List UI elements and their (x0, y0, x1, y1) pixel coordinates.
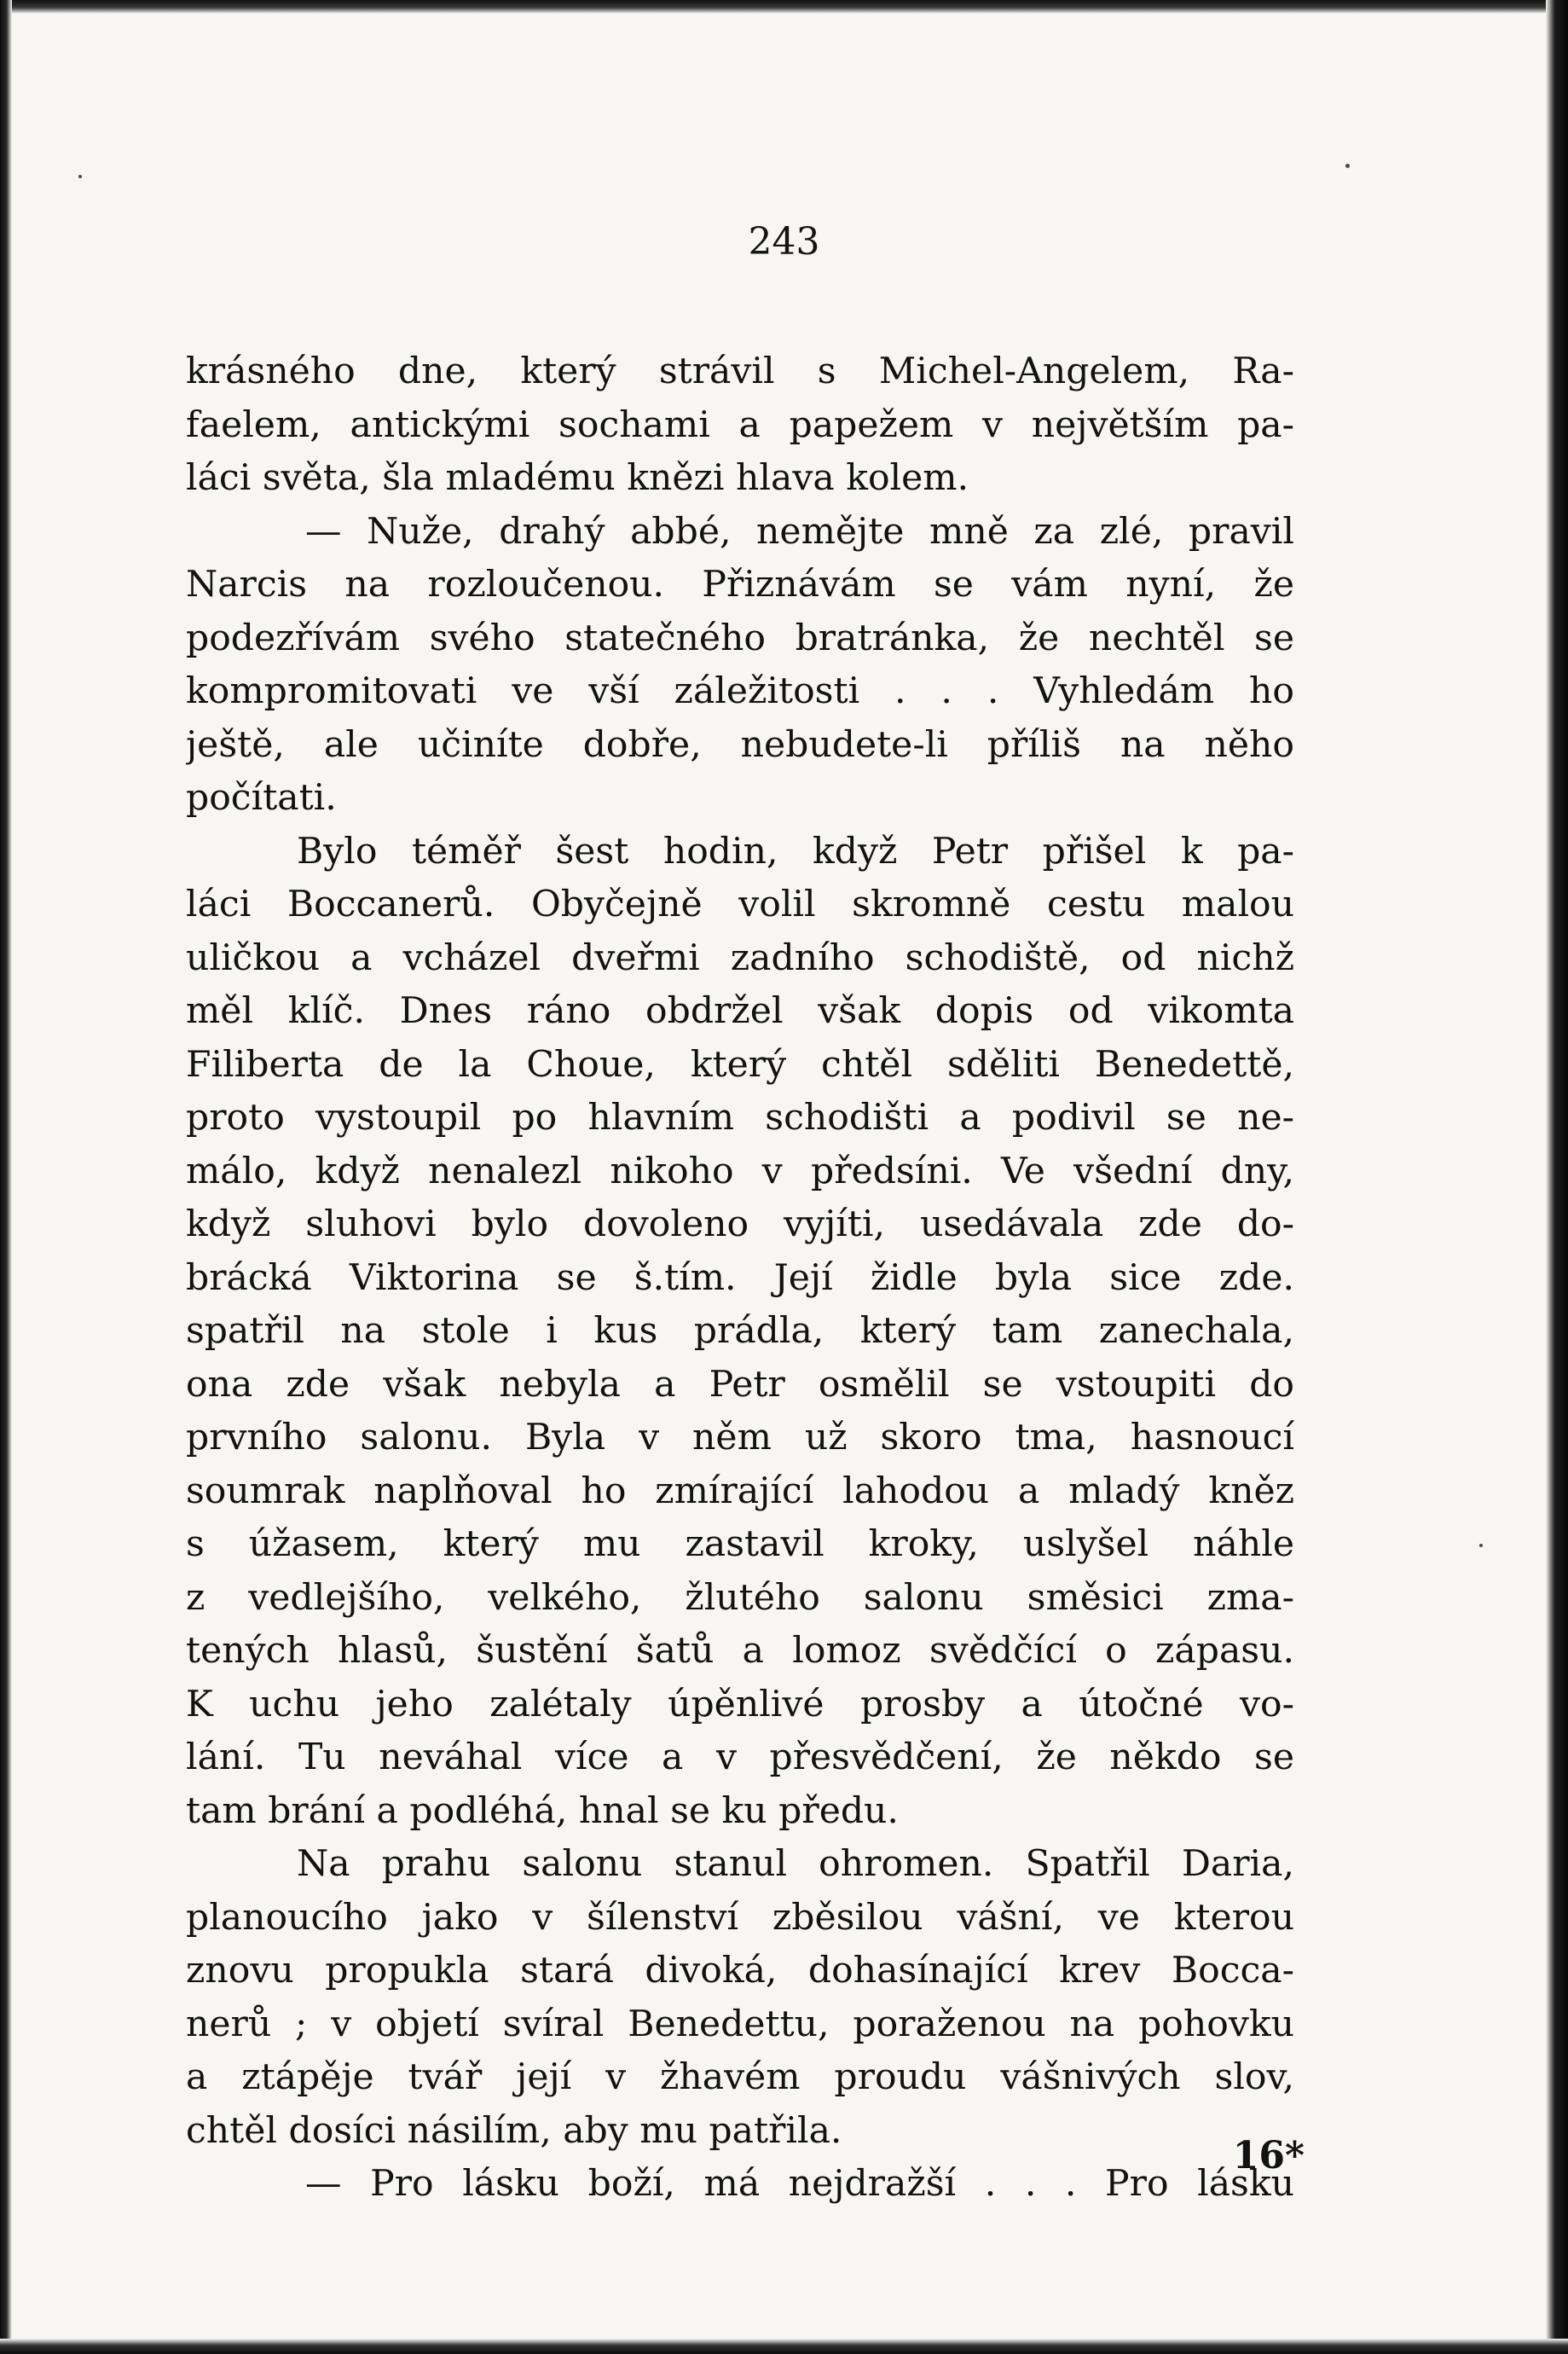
page-edge-bottom (0, 2339, 1568, 2354)
text-line: spatřil na stole i kus prádla, který tam zanechala, (186, 1310, 1294, 1352)
text-line: uličkou a vcházel dveřmi zadního schodiště, od nichž (186, 936, 1294, 979)
print-speck (78, 175, 82, 178)
text-line: prvního salonu. Byla v něm už skoro tma, hasnoucí (186, 1417, 1294, 1458)
text-line: — Pro lásku boží, má nejdražší . . . Pro lásku (305, 2163, 1294, 2205)
text-line: měl klíč. Dnes ráno obdržel však dopis od vikomta (186, 990, 1294, 1032)
print-speck (1479, 1544, 1483, 1547)
text-line: Filiberta de la Choue, který chtěl sděliti Benedettě, (186, 1043, 1294, 1086)
text-line: Bylo téměř šest hodin, když Petr přišel k pa- (297, 830, 1294, 873)
text-line: a ztápěje tvář její v žhavém proudu vášnivých slov, (186, 2056, 1294, 2098)
page-edge-right (1546, 0, 1568, 2354)
page-number: 243 (748, 220, 820, 264)
text-line: — Nuže, drahý abbé, nemějte mně za zlé, pravil (305, 510, 1294, 553)
text-line: ona zde však nebyla a Petr osmělil se vstoupiti do (186, 1363, 1294, 1406)
text-line: brácká Viktorina se š.tím. Její židle byla sice zde. (186, 1256, 1294, 1299)
signature-mark: 16* (1232, 2134, 1305, 2177)
text-line: málo, když nenalezl nikoho v předsíni. Ve všední dny, (186, 1150, 1294, 1192)
text-line: tených hlasů, šustění šatů a lomoz svědčící o zápasu. (186, 1630, 1294, 1672)
body-text (186, 345, 1294, 2212)
text-line: z vedlejšího, velkého, žlutého salonu směsici zma- (186, 1576, 1294, 1619)
text-line: podezřívám svého statečného bratránka, že nechtěl se (186, 617, 1294, 659)
text-line: lání. Tu neváhal více a v přesvědčení, že někdo se (186, 1737, 1294, 1778)
page-edge-left (0, 0, 12, 2354)
text-line: tam brání a podléhá, hnal se ku předu. (186, 1789, 899, 1832)
text-line: nerů ; v objetí svíral Benedettu, poraženou na pohovku (186, 2003, 1294, 2045)
text-line: planoucího jako v šílenství zběsilou vášní, ve kterou (186, 1896, 1294, 1939)
text-line: láci světa, šla mladému knězi hlava kolem. (186, 457, 969, 499)
print-speck (1345, 164, 1350, 168)
text-line: soumrak naplňoval ho zmírající lahodou a mladý kněz (186, 1470, 1294, 1512)
text-line: chtěl dosíci násilím, aby mu patřila. (186, 2109, 842, 2152)
text-line: ještě, ale učiníte dobře, nebudete-li příliš na něho (186, 723, 1294, 766)
text-line: s úžasem, který mu zastavil kroky, uslyšel náhle (186, 1523, 1294, 1565)
text-line: krásného dne, který strávil s Michel-Angelem, Ra- (186, 351, 1294, 392)
text-line: když sluhovi bylo dovoleno vyjíti, usedávala zde do- (186, 1203, 1294, 1245)
text-line: znovu propukla stará divoká, dohasínající krev Bocca- (186, 1950, 1294, 1992)
text-line: Na prahu salonu stanul ohromen. Spatřil Daria, (297, 1843, 1294, 1885)
text-line: láci Boccanerů. Obyčejně volil skromně cestu malou (186, 884, 1294, 925)
text-line: faelem, antickými sochami a papežem v největším pa- (186, 403, 1294, 446)
text-line: proto vystoupil po hlavním schodišti a podivil se ne- (186, 1097, 1294, 1139)
text-line: K uchu jeho zalétaly úpěnlivé prosby a útočné vo- (186, 1683, 1294, 1725)
text-line: kompromitovati ve vší záležitosti . . . Vyhledám ho (186, 670, 1294, 712)
text-line: počítati. (186, 777, 337, 819)
page-edge-top (0, 0, 1568, 14)
text-line: Narcis na rozloučenou. Přiznávám se vám nyní, že (186, 564, 1294, 606)
